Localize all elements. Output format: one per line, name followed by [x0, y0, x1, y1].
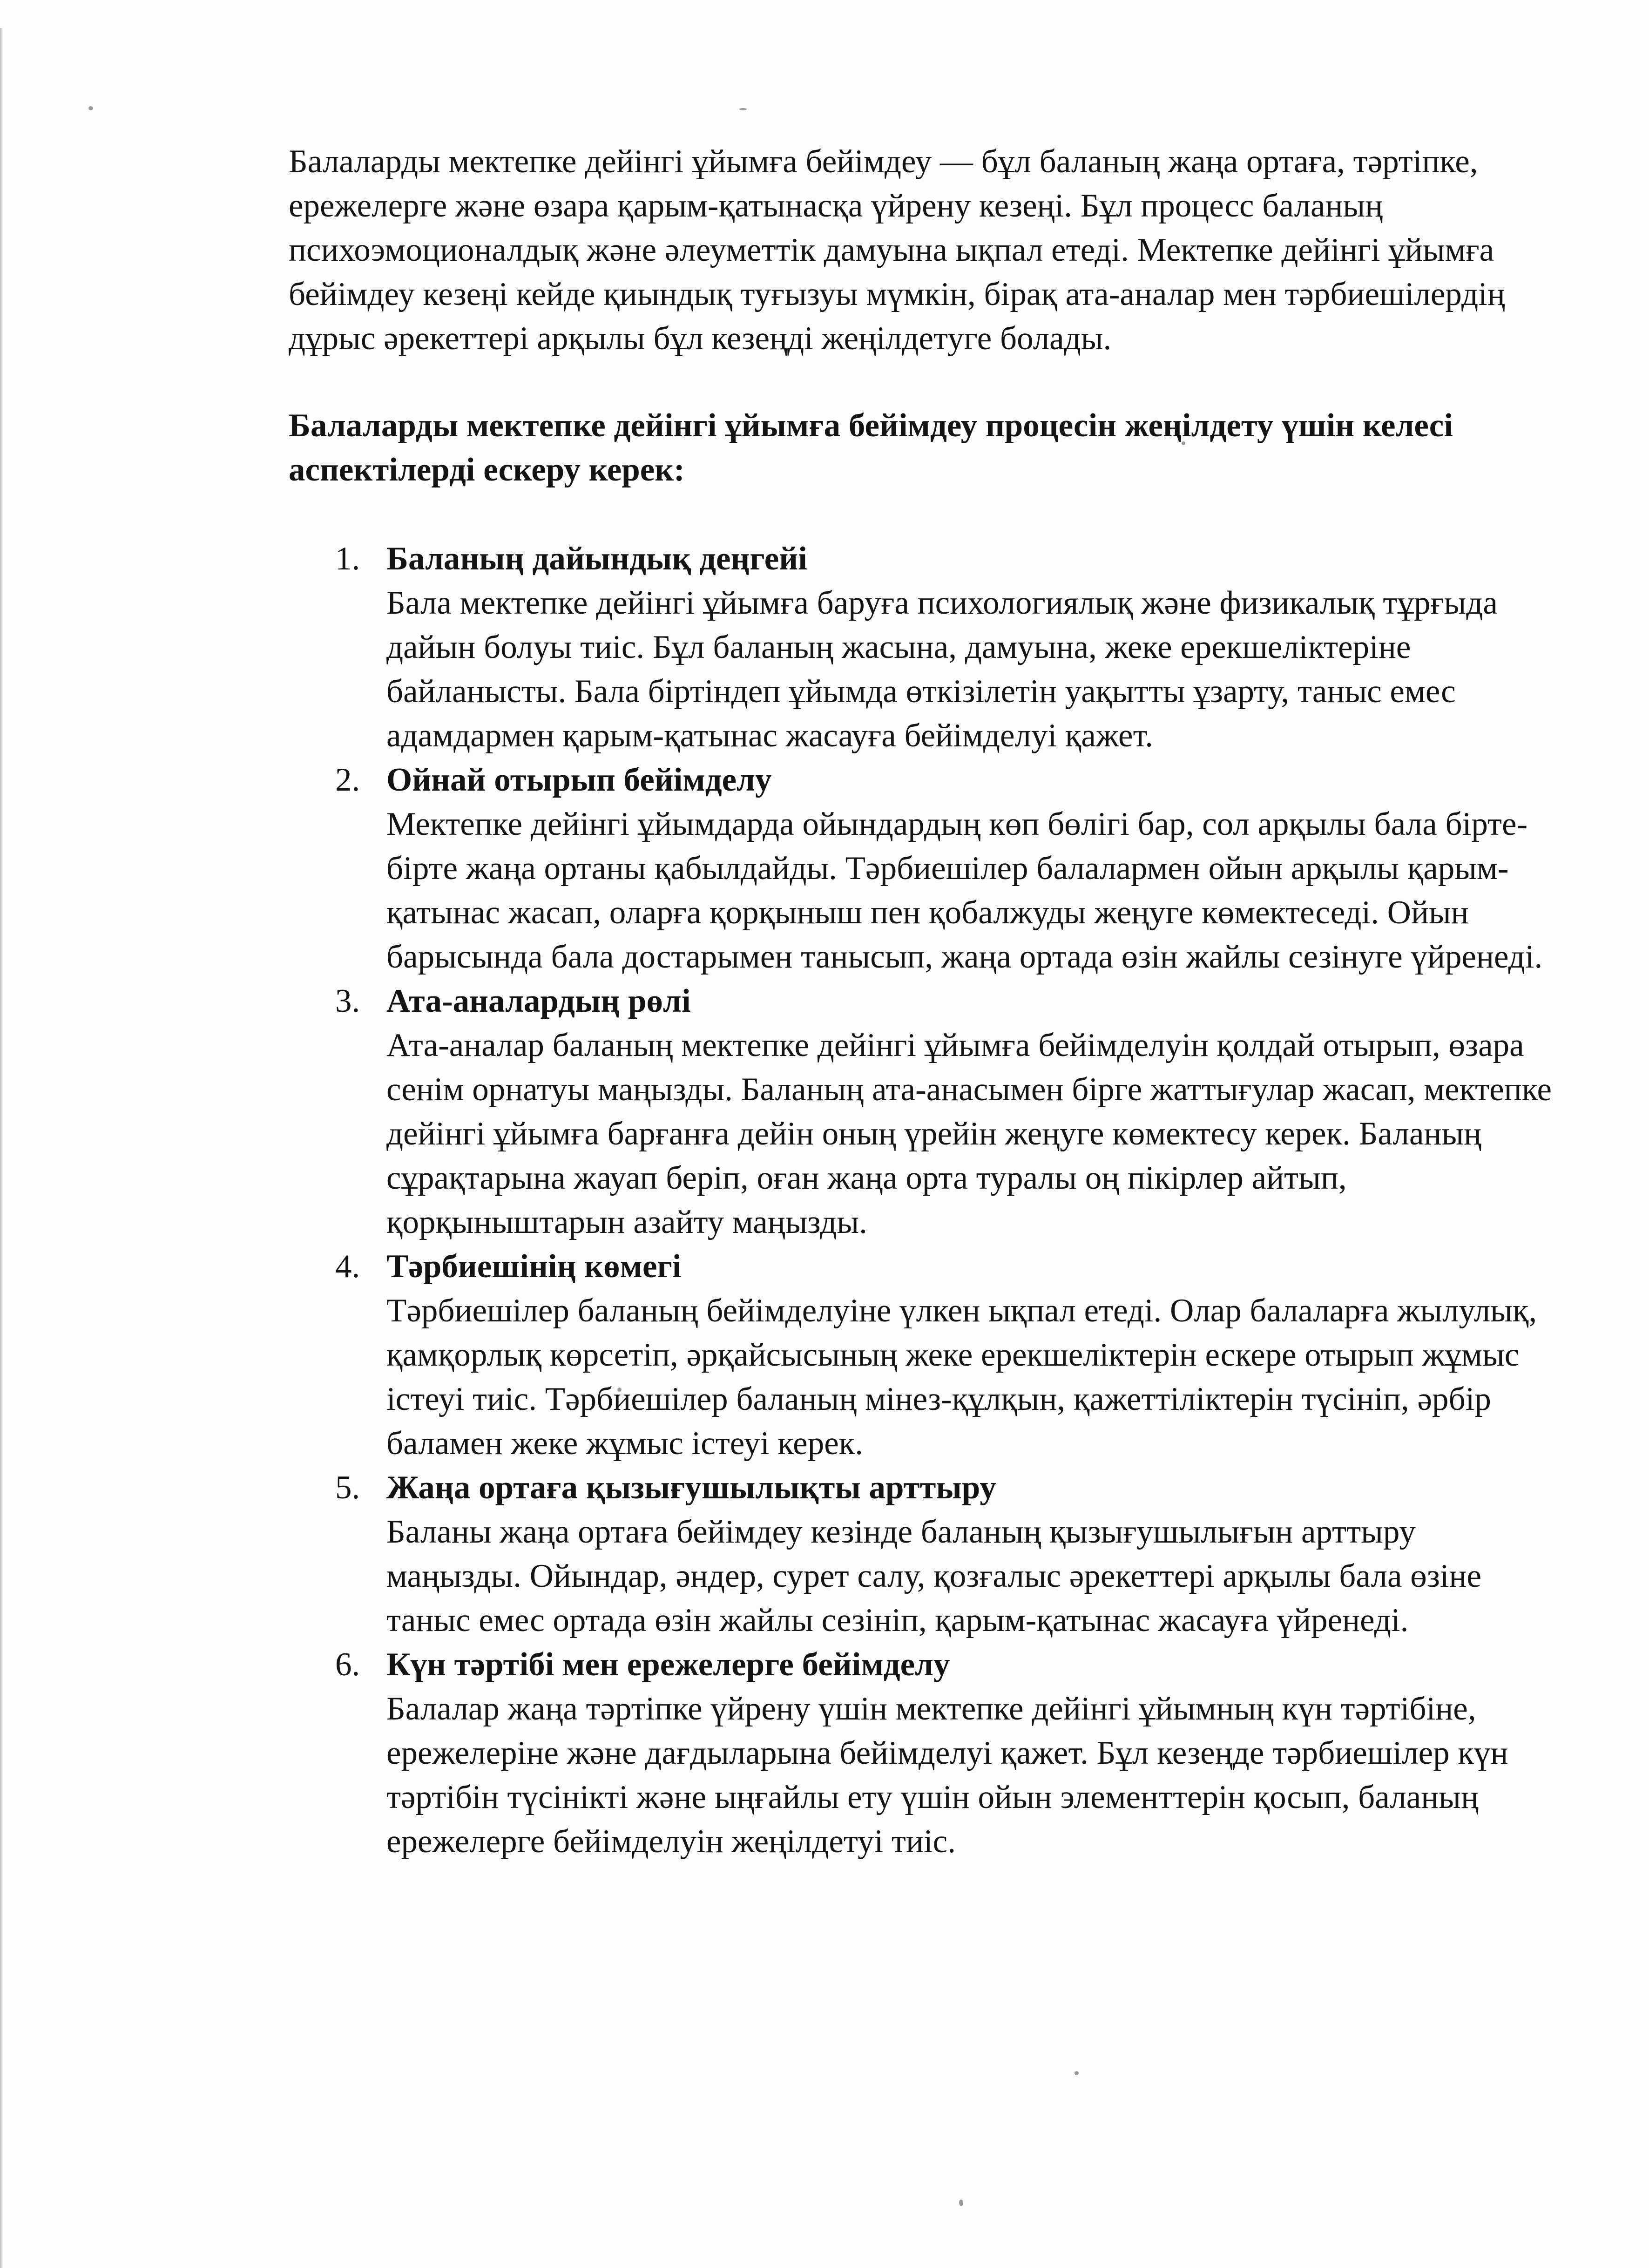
item-text: Тәрбиешілер баланың бейімделуіне үлкен ықпал етеді. Олар балаларға жылулық, қамқорлық көрсетіп, әрқайсысының жеке ерекшеліктерін ескере отырып жұмыс істеуі тиіс. Тәрбиешілер баланың мінез-құлқын, қажеттіліктерін түсініп, әрбір баламен жеке жұмыс істеуі керек. — [386, 1293, 1537, 1462]
item-text: Балалар жаңа тәртіпке үйрену үшін мектепке дейінгі ұйымның күн тәртібіне, ережелеріне және дағдыларына бейімделуі қажет. Бұл кезеңде тәрбиешілер күн тәртібін түсінікті және ыңғайлы ету үшін ойын элементтерін қосып, баланың ережелерге бейімделуін жеңілдетуі тиіс. — [386, 1691, 1508, 1860]
item-title: Күн тәртібі мен ережелерге бейімделу — [386, 1646, 950, 1683]
item-title: Ойнай отырып бейімделу — [386, 762, 772, 798]
item-text: Бала мектепке дейінгі ұйымға баруға психологиялық және физикалық тұрғыда дайын болуы тиіс. Бұл баланың жасына, дамуына, жеке ерекшеліктеріне байланысты. Бала біртіндеп ұйымда өткізілетін уақытты ұзарту, таныс емес адамдармен қарым-қатынас жасауға бейімделуі қажет. — [386, 585, 1498, 754]
item-title: Баланың дайындық деңгейі — [386, 541, 807, 577]
list-item — [289, 1466, 1555, 1643]
scan-speck — [959, 2200, 963, 2206]
scan-edge-shadow — [0, 28, 3, 2268]
list-item — [289, 979, 1555, 1245]
item-number: 5. — [335, 1469, 360, 1506]
list-item — [289, 1643, 1555, 1864]
item-number: 6. — [335, 1646, 360, 1683]
item-number: 1. — [335, 541, 360, 577]
intro-paragraph: Балаларды мектепке дейінгі ұйымға бейімдеу — бұл баланың жаңа ортаға, тәртіпке, ережелерге және өзара қарым-қатынасқа үйрену кезеңі. Бұл процесс баланың психоэмоционалдық және әлеуметтік дамуына ықпал етеді. Мектепке дейінгі ұйымға бейімдеу кезеңі кейде қиындық туғызуы мүмкін, бірақ ата-аналар мен тәрбиешілердің дұрыс әрекеттері арқылы бұл кезеңді жеңілдетуге болады. — [289, 143, 1505, 357]
scan-speck — [739, 108, 747, 110]
list-item — [289, 1245, 1555, 1466]
item-text: Баланы жаңа ортаға бейімдеу кезінде баланың қызығушылығын арттыру маңызды. Ойындар, әндер, сурет салу, қозғалыс әрекеттері арқылы бала өзіне таныс емес ортада өзін жайлы сезініп, қарым-қатынас жасауға үйренеді. — [386, 1514, 1482, 1638]
item-title: Ата-аналардың рөлі — [386, 983, 691, 1019]
item-number: 3. — [335, 983, 360, 1019]
item-number: 2. — [335, 762, 360, 798]
item-text: Мектепке дейінгі ұйымдарда ойындардың көп бөлігі бар, сол арқылы бала бірте-бірте жаңа ортаны қабылдайды. Тәрбиешілер балалармен ойын арқылы қарым-қатынас жасап, оларға қорқыныш пен қобалжуды жеңуге көмектеседі. Ойын барысында бала достарымен танысып, жаңа ортада өзін жайлы сезінуге үйренеді. — [386, 806, 1543, 975]
document-body — [289, 140, 1555, 1864]
list-item — [289, 758, 1555, 979]
item-title: Жаңа ортаға қызығушылықты арттыру — [386, 1469, 996, 1506]
list-item — [289, 537, 1555, 758]
item-text: Ата-аналар баланың мектепке дейінгі ұйымға бейімделуін қолдай отырып, өзара сенім орнатуы маңызды. Баланың ата-анасымен бірге жаттығулар жасап, мектепке дейінгі ұйымға барғанға дейін оның үрейін жеңуге көмектесу керек. Баланың сұрақтарына жауап беріп, оған жаңа орта туралы оң пікірлер айтып, қорқыныштарын азайту маңызды. — [386, 1027, 1552, 1240]
section-heading: Балаларды мектепке дейінгі ұйымға бейімдеу процесін жеңілдету үшін келесі аспектілерді ескеру керек: — [289, 407, 1453, 488]
aspect-list — [289, 537, 1555, 1864]
item-number: 4. — [335, 1248, 360, 1285]
scan-speck — [88, 106, 93, 110]
item-title: Тәрбиешінің көмегі — [386, 1248, 682, 1285]
scan-speck — [1075, 2071, 1079, 2075]
